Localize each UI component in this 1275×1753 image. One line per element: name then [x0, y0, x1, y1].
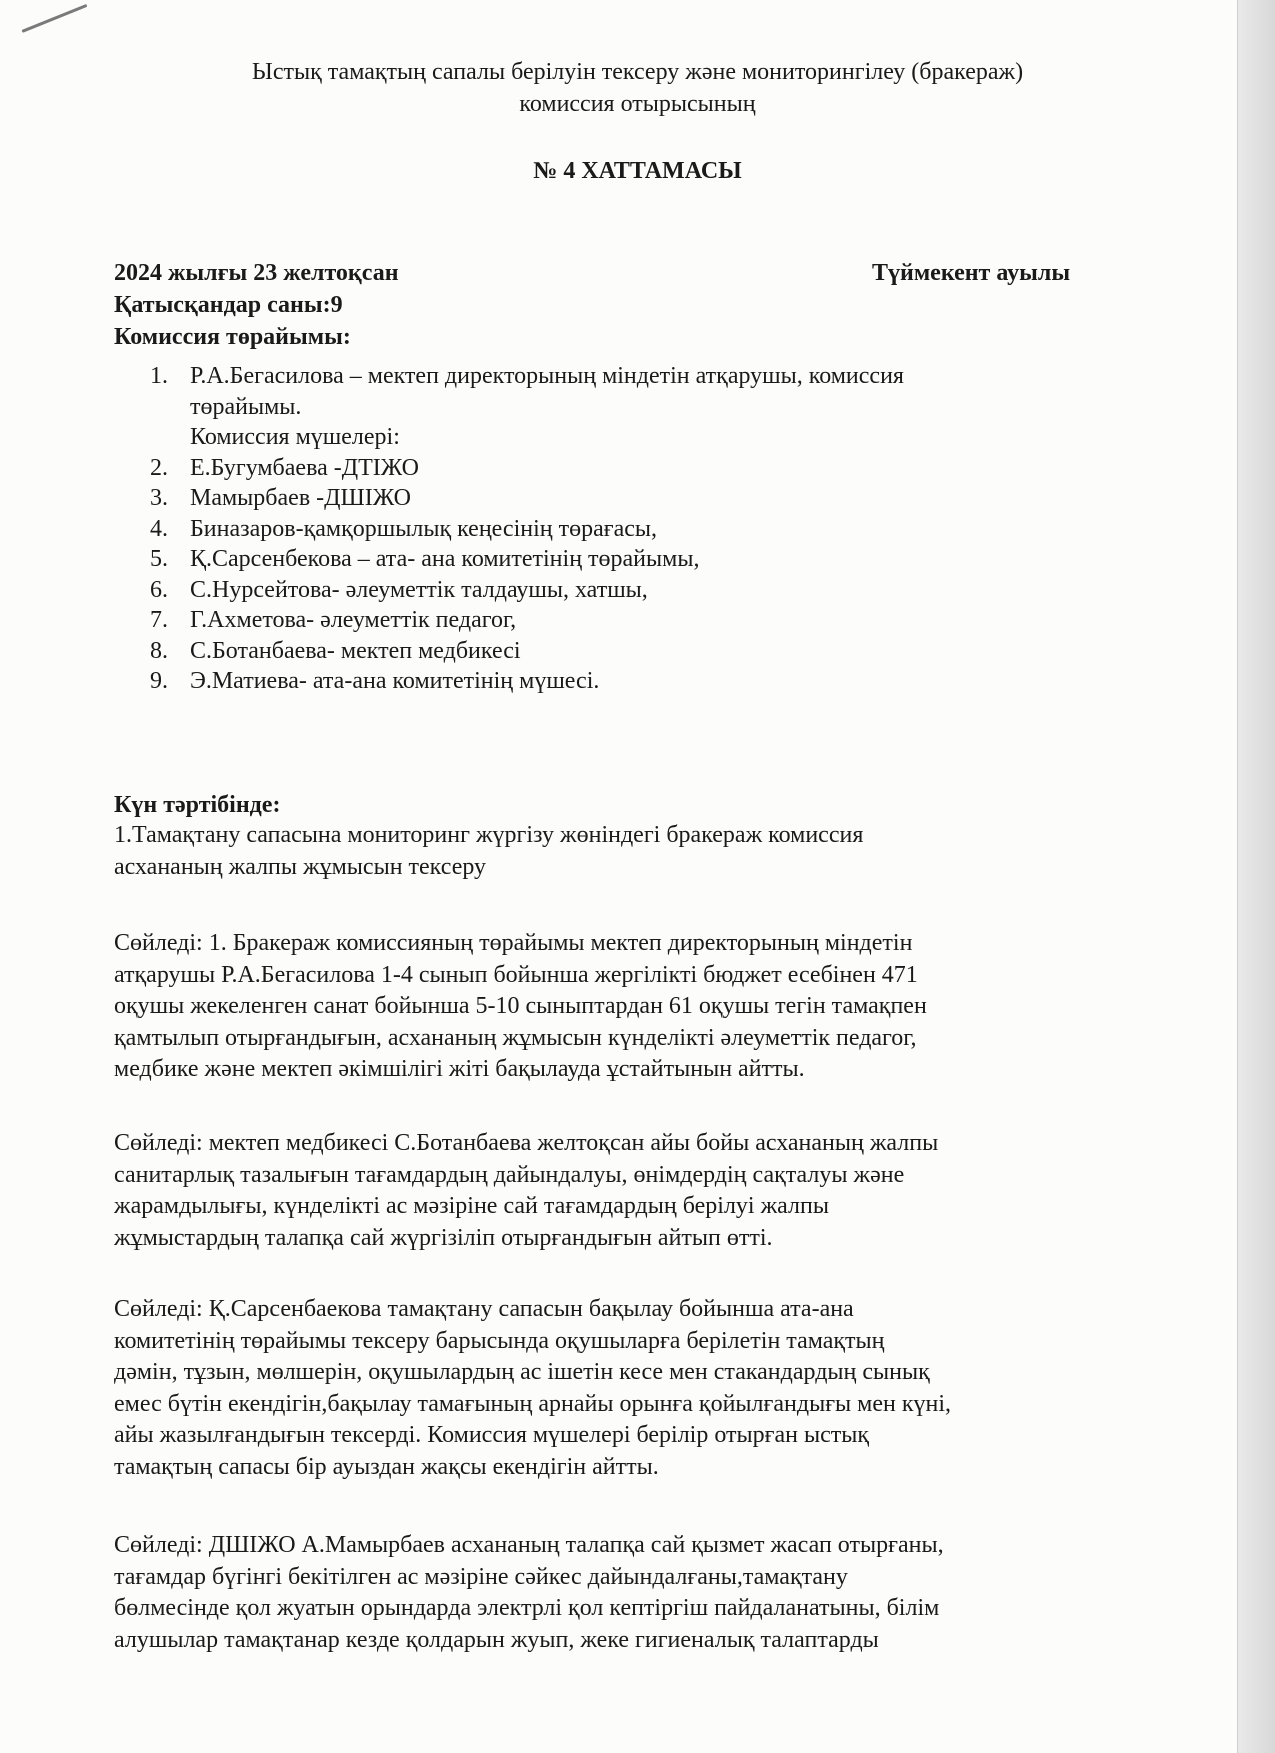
list-item: 7. Г.Ахметова- әлеуметтік педагог, — [150, 607, 517, 633]
pen-mark — [21, 4, 87, 33]
protocol-number: № 4 ХАТТАМАСЫ — [533, 158, 742, 184]
meeting-date: 2024 жылғы 23 желтоқсан — [114, 260, 399, 286]
scan-edge-shadow — [1237, 0, 1275, 1753]
list-item: 6. С.Нурсейтова- әлеуметтік талдаушы, хатшы, — [150, 576, 648, 603]
agenda-text: 1.Тамақтану сапасына мониторинг жүргізу жөніндегі бракераж комиссия асхананың жалпы жұмысын тексеру — [114, 822, 864, 880]
agenda-heading: Күн тәртібінде: — [114, 792, 281, 818]
list-item: 9. Э.Матиева- ата-ана комитетінің мүшесі. — [150, 668, 600, 694]
members-list — [140, 361, 1100, 697]
speech-paragraph-2: Сөйледі: мектеп медбикесі С.Ботанбаева желтоқсан айы бойы асхананың жалпы санитарлық тазалығын тағамдардың дайындалуы, өнімдердің сақталуы және жарамдылығы, күнделікті ас мәзіріне сай тағамдардың берілуі жалпы жұмыстардың талапқа сай жүргізіліп отырғандығын айтып өтті. — [114, 1130, 939, 1251]
speech-paragraph-3: Сөйледі: Қ.Сарсенбаекова тамақтану сапасын бақылау бойынша ата-ана комитетінің төрайымы тексеру барысында оқушыларға берілетін тамақтың дәмін, тұзын, мөлшерін, оқушылардың ас ішетін кесе мен стакандардың сынық емес бүтін екендігін,бақылау тамағының арнайы орынға қойылғандығы мен күні, айы жазылғандығын тексерді. Комиссия мүшелері берілip отырған ыстық тамақтың сапасы бір ауыздан жақсы екендігін айтты. — [114, 1296, 952, 1480]
list-item: Комиссия мүшелері: — [190, 424, 400, 450]
list-item: төрайымы. — [190, 393, 302, 420]
list-item: 5. Қ.Сарсенбекова – ата- ана комитетінің төрайымы, — [150, 546, 700, 572]
list-item: 8. С.Ботанбаева- мектеп медбикесі — [150, 637, 521, 664]
document-title-line1: Ыстық тамақтың сапалы берілуін тексеру және мониторингілеу (бракераж) — [251, 59, 1024, 85]
participants-count: Қатысқандар саны:9 — [114, 292, 343, 318]
meeting-place: Түймекент ауылы — [872, 260, 1071, 286]
speech-paragraph-4: Сөйледі: ДШІЖО А.Мамырбаев асхананың талапқа сай қызмет жасап отырғаны, тағамдар бүгінгі бекітілген ас мәзіріне сәйкес дайындалғаны,тамақтану бөлмесінде қол жуатын орындарда электрлі қол кептіргіш пайдаланатыны, білім алушылар тамақтанар кезде қолдарын жуып, жеке гигиеналық талаптарды — [114, 1532, 944, 1653]
list-item: 4. Биназаров-қамқоршылық кеңесінің төрағасы, — [150, 515, 658, 542]
list-item: 2. Е.Бугумбаева -ДТІЖО — [150, 454, 419, 481]
list-item: 3. Мамырбаев -ДШІЖО — [150, 485, 411, 511]
speech-paragraph-1: Сөйледі: 1. Бракераж комиссияның төрайымы мектеп директорының міндетін атқарушы Р.А.Бегасилова 1-4 сынып бойынша жергілікті бюджет есебінен 471 оқушы жекеленген санат бойынша 5-10 сыныптардан 61 оқушы тегін тамақпен қамтылып отырғандығын, асхананың жұмысын күнделікті әлеуметтік педагог, медбике және мектеп әкімшілігі жіті бақылауда ұстайтынын айтты. — [114, 930, 927, 1082]
document-title-line2: комиссия отырысының — [519, 91, 756, 117]
list-item: 1. Р.А.Бегасилова – мектеп директорының міндетін атқарушы, комиссия — [150, 363, 904, 389]
chair-heading: Комиссия төрайымы: — [114, 324, 351, 350]
